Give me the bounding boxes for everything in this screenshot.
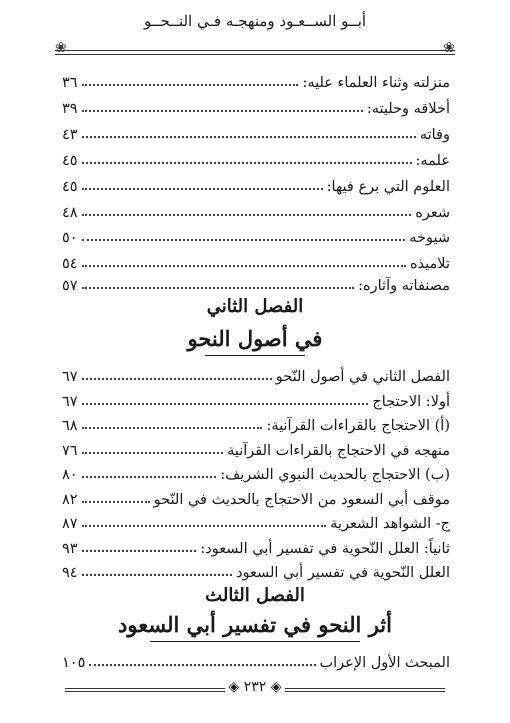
chapter-underline — [150, 641, 360, 642]
toc-entry-page: ٨٧ — [62, 516, 78, 532]
leader-dots — [82, 162, 412, 164]
toc-entry-title: أخلاقه وحليته: — [366, 101, 450, 117]
toc-entry — [62, 270, 450, 294]
toc-entry-page: ٥٠ — [62, 230, 78, 246]
toc-entry-title: موقف أبي السعود من الاحتجاج بالحديث في النّحو — [153, 492, 450, 508]
toc-entry-title: ثانياً: العلل النّحوية في تفسير أبي السعود: — [200, 541, 450, 557]
chapter-label: الفصل الثاني — [206, 296, 304, 317]
leader-dots — [82, 550, 197, 552]
leader-dots — [82, 501, 150, 503]
toc-entry-page: ٥٧ — [62, 278, 78, 294]
toc-entry — [62, 361, 450, 385]
toc-entry — [62, 119, 450, 143]
toc-entry-title: تلاميذه — [409, 256, 450, 272]
toc-entry — [62, 197, 450, 221]
leader-dots — [82, 188, 323, 190]
leader-dots — [82, 110, 363, 112]
toc-entry-page: ٩٣ — [62, 541, 78, 557]
leader-dots — [82, 214, 412, 216]
toc-entry — [62, 557, 450, 581]
toc-entry-page: ٦٨ — [62, 418, 78, 434]
toc-entry-page: ٣٦ — [62, 75, 78, 91]
ornament-icon: ❀ — [443, 40, 455, 56]
page-number-text: ٢٣٢ — [243, 679, 267, 695]
toc-entry-title: أولا: الاحتجاج — [372, 394, 450, 410]
leader-dots — [82, 378, 272, 380]
toc-entry-title: العلوم التي برع فيها: — [326, 179, 450, 195]
toc-entry — [62, 145, 450, 169]
toc-entry — [62, 647, 450, 671]
leader-dots — [82, 84, 299, 86]
toc-entry-page: ٤٣ — [62, 127, 78, 143]
toc-entry-title: (ب) الاحتجاج بالحديث النبوي الشريف: — [220, 467, 450, 483]
toc-entry-page: ٧٦ — [62, 443, 78, 459]
leader-dots — [82, 403, 369, 405]
footer-rule — [285, 688, 445, 692]
toc-entry-title: العلل النّحوية في تفسير أبي السعود — [236, 565, 450, 581]
toc-entry-page: ٦٧ — [62, 394, 78, 410]
chapter-subtitle: في أصول النحو — [187, 326, 323, 351]
toc-entry-title: منهجه في الاحتجاج بالقراءات القرآنية — [227, 443, 450, 459]
toc-entry-title: منزلته وثناء العلماء عليه: — [302, 75, 450, 91]
toc-entry — [62, 386, 450, 410]
toc-entry-page: ٥٤ — [62, 256, 78, 272]
toc-entry-title: شيوخه — [409, 230, 450, 246]
toc-entry — [62, 93, 450, 117]
leader-dots — [82, 525, 327, 527]
toc-entry — [62, 508, 450, 532]
chapter-subtitle: أثر النحو في تفسير أبي السعود — [118, 612, 392, 637]
running-header-title: أبــو الســعـود ومنهجـه فـي النــحــو — [143, 12, 367, 30]
chapter-label: الفصل الثالث — [205, 585, 305, 606]
toc-entry — [62, 410, 450, 434]
leader-dots — [82, 265, 406, 267]
toc-entry-title: (أ) الاحتجاج بالقراءات القرآنية: — [266, 418, 450, 434]
toc-entry — [62, 484, 450, 508]
toc-entry-page: ٦٧ — [62, 369, 78, 385]
ornament-icon: ◈ — [270, 679, 282, 695]
header-rule — [55, 50, 455, 55]
toc-entry-title: ج- الشواهد الشعرية — [330, 516, 450, 532]
leader-dots — [82, 476, 217, 478]
toc-entry-page: ٤٥ — [62, 153, 78, 169]
chapter-underline — [205, 355, 305, 356]
ornament-icon: ◈ — [228, 679, 240, 695]
leader-dots — [89, 664, 315, 666]
leader-dots — [82, 287, 355, 289]
toc-entry — [62, 435, 450, 459]
toc-entry — [62, 459, 450, 483]
toc-entry-page: ٩٤ — [62, 565, 78, 581]
leader-dots — [82, 427, 263, 429]
ornament-icon: ❀ — [55, 40, 67, 56]
running-header — [55, 10, 455, 60]
toc-entry — [62, 67, 450, 91]
toc-entry — [62, 171, 450, 195]
toc-entry-title: مصنفاته وآثاره: — [358, 278, 450, 294]
toc-entry-page: ٤٨ — [62, 205, 78, 221]
leader-dots — [82, 574, 232, 576]
toc-entry — [62, 533, 450, 557]
toc-entry-page: ٤٥ — [62, 179, 78, 195]
page-footer — [65, 679, 445, 699]
toc-entry-title: الفصل الثاني في أصول النّحو — [275, 369, 450, 385]
toc-entry — [62, 222, 450, 246]
toc-entry-title: علمه: — [415, 153, 450, 169]
toc-entry-page: ٨٠ — [62, 467, 78, 483]
leader-dots — [82, 239, 406, 241]
toc-entry-title: وفاته — [419, 127, 450, 143]
toc-entry-page: ٣٩ — [62, 101, 78, 117]
leader-dots — [82, 452, 224, 454]
toc-entry-page: ١٠٥ — [62, 655, 86, 671]
toc-entry-title: شعره — [415, 205, 450, 221]
page-number — [65, 679, 445, 695]
toc-entry-page: ٨٢ — [62, 492, 78, 508]
toc-entry-title: المبحث الأول الإعراب — [319, 655, 450, 671]
leader-dots — [82, 136, 416, 138]
toc-entry — [62, 248, 450, 272]
